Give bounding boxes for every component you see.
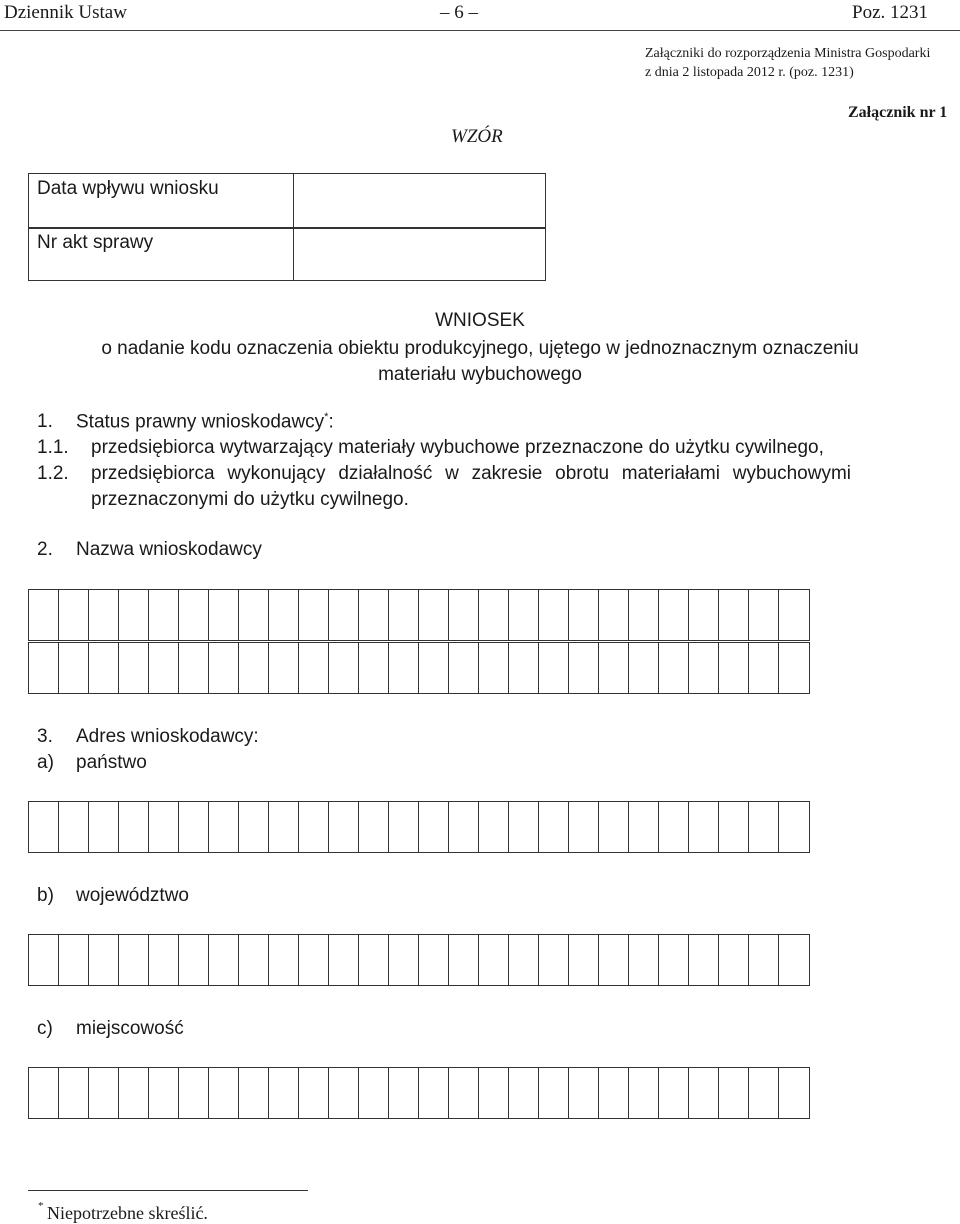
char-box[interactable]: [688, 642, 720, 694]
char-box[interactable]: [598, 801, 630, 853]
char-box[interactable]: [298, 1067, 330, 1119]
position-number: Poz. 1231: [852, 2, 928, 23]
char-box[interactable]: [388, 589, 420, 641]
char-box[interactable]: [298, 642, 330, 694]
char-box[interactable]: [748, 934, 780, 986]
char-box[interactable]: [628, 642, 660, 694]
char-box[interactable]: [778, 589, 810, 641]
char-box[interactable]: [328, 1067, 360, 1119]
option-2-text: przedsiębiorca wykonujący działalność w zakresie obrotu materiałami wybuchowymi: [91, 463, 852, 484]
char-box[interactable]: [148, 589, 180, 641]
char-box[interactable]: [658, 642, 690, 694]
char-box[interactable]: [178, 934, 210, 986]
char-box[interactable]: [238, 1067, 270, 1119]
char-box[interactable]: [538, 589, 570, 641]
char-box[interactable]: [178, 589, 210, 641]
char-box[interactable]: [28, 1067, 60, 1119]
char-box[interactable]: [658, 589, 690, 641]
char-box[interactable]: [58, 642, 90, 694]
char-box[interactable]: [268, 589, 300, 641]
char-box[interactable]: [478, 801, 510, 853]
char-box[interactable]: [538, 934, 570, 986]
char-box[interactable]: [538, 801, 570, 853]
section1-number: 1.: [37, 411, 53, 432]
char-box[interactable]: [628, 589, 660, 641]
char-box[interactable]: [448, 1067, 480, 1119]
char-box[interactable]: [28, 642, 60, 694]
char-box[interactable]: [478, 589, 510, 641]
char-box[interactable]: [628, 801, 660, 853]
char-box[interactable]: [748, 1067, 780, 1119]
char-box[interactable]: [418, 589, 450, 641]
intake-date-label-cell: [28, 173, 294, 229]
page-number: – 6 –: [440, 2, 478, 23]
country-letter: a): [37, 752, 54, 773]
case-number-field[interactable]: [293, 227, 546, 281]
char-box[interactable]: [28, 934, 60, 986]
char-box[interactable]: [388, 934, 420, 986]
footnote-mark: *: [38, 1200, 44, 1212]
char-box[interactable]: [718, 1067, 750, 1119]
char-box[interactable]: [298, 934, 330, 986]
char-box[interactable]: [778, 934, 810, 986]
char-box[interactable]: [598, 589, 630, 641]
option-1-text: przedsiębiorca wytwarzający materiały wybuchowe przeznaczone do użytku cywilnego,: [91, 437, 824, 458]
char-box[interactable]: [748, 589, 780, 641]
char-box[interactable]: [118, 1067, 150, 1119]
annex-note-line1: Załączniki do rozporządzenia Ministra Gospodarki: [645, 46, 931, 61]
section2-number: 2.: [37, 539, 53, 560]
char-box[interactable]: [568, 801, 600, 853]
char-box[interactable]: [238, 589, 270, 641]
city-label: miejscowość: [76, 1018, 184, 1039]
char-box[interactable]: [748, 801, 780, 853]
applicant-name-grid-row1: [28, 589, 808, 641]
char-box[interactable]: [88, 801, 120, 853]
char-box[interactable]: [628, 934, 660, 986]
char-box[interactable]: [208, 642, 240, 694]
char-box[interactable]: [208, 589, 240, 641]
char-box[interactable]: [208, 934, 240, 986]
char-box[interactable]: [718, 801, 750, 853]
char-box[interactable]: [208, 1067, 240, 1119]
intake-date-field[interactable]: [293, 173, 546, 229]
char-box[interactable]: [568, 934, 600, 986]
char-box[interactable]: [328, 589, 360, 641]
footnote-text: Niepotrzebne skreślić.: [47, 1203, 208, 1223]
case-number-label: Nr akt sprawy: [37, 232, 154, 253]
char-box[interactable]: [148, 801, 180, 853]
char-box[interactable]: [778, 642, 810, 694]
char-box[interactable]: [448, 642, 480, 694]
char-box[interactable]: [538, 1067, 570, 1119]
char-box[interactable]: [688, 1067, 720, 1119]
char-box[interactable]: [118, 642, 150, 694]
char-box[interactable]: [238, 801, 270, 853]
city-letter: c): [37, 1018, 53, 1039]
section3-number: 3.: [37, 726, 53, 747]
char-box[interactable]: [178, 801, 210, 853]
char-box[interactable]: [238, 934, 270, 986]
char-box[interactable]: [28, 589, 60, 641]
char-box[interactable]: [268, 934, 300, 986]
char-box[interactable]: [358, 801, 390, 853]
city-grid: [28, 1067, 808, 1119]
char-box[interactable]: [508, 642, 540, 694]
char-box[interactable]: [58, 589, 90, 641]
char-box[interactable]: [88, 642, 120, 694]
char-box[interactable]: [298, 589, 330, 641]
char-box[interactable]: [298, 801, 330, 853]
template-label: WZÓR: [451, 126, 503, 147]
char-box[interactable]: [148, 934, 180, 986]
header-rule: [0, 30, 960, 31]
char-box[interactable]: [508, 934, 540, 986]
char-box[interactable]: [118, 934, 150, 986]
char-box[interactable]: [568, 1067, 600, 1119]
char-box[interactable]: [58, 801, 90, 853]
document-subtitle-line1: o nadanie kodu oznaczenia obiektu produkcyjnego, ujętego w jednoznacznym oznaczeniu: [101, 338, 859, 359]
char-box[interactable]: [88, 589, 120, 641]
char-box[interactable]: [778, 801, 810, 853]
voivodeship-grid: [28, 934, 808, 986]
char-box[interactable]: [328, 642, 360, 694]
char-box[interactable]: [88, 1067, 120, 1119]
char-box[interactable]: [658, 801, 690, 853]
footnote-ref: *: [324, 411, 329, 423]
section2-label: Nazwa wnioskodawcy: [76, 539, 262, 560]
char-box[interactable]: [358, 934, 390, 986]
char-box[interactable]: [478, 934, 510, 986]
char-box[interactable]: [628, 1067, 660, 1119]
voivodeship-label: województwo: [76, 885, 189, 906]
char-box[interactable]: [598, 934, 630, 986]
char-box[interactable]: [568, 642, 600, 694]
journal-name: Dziennik Ustaw: [4, 2, 127, 23]
char-box[interactable]: [118, 589, 150, 641]
case-number-label-cell: [28, 227, 294, 281]
section1-suffix: :: [328, 411, 334, 433]
char-box[interactable]: [748, 642, 780, 694]
annex-note-line2: z dnia 2 listopada 2012 r. (poz. 1231): [645, 65, 854, 80]
char-box[interactable]: [418, 1067, 450, 1119]
char-box[interactable]: [268, 642, 300, 694]
char-box[interactable]: [118, 801, 150, 853]
char-box[interactable]: [448, 934, 480, 986]
char-box[interactable]: [358, 1067, 390, 1119]
char-box[interactable]: [718, 934, 750, 986]
char-box[interactable]: [28, 801, 60, 853]
applicant-name-grid-row2: [28, 642, 808, 694]
option-2-text-cont: przeznaczonymi do użytku cywilnego.: [91, 489, 409, 510]
char-box[interactable]: [328, 934, 360, 986]
char-box[interactable]: [268, 1067, 300, 1119]
char-box[interactable]: [478, 642, 510, 694]
char-box[interactable]: [148, 1067, 180, 1119]
char-box[interactable]: [418, 642, 450, 694]
char-box[interactable]: [538, 642, 570, 694]
char-box[interactable]: [508, 589, 540, 641]
char-box[interactable]: [148, 642, 180, 694]
option-2-number: 1.2.: [37, 463, 69, 484]
char-box[interactable]: [478, 1067, 510, 1119]
char-box[interactable]: [208, 801, 240, 853]
char-box[interactable]: [358, 642, 390, 694]
char-box[interactable]: [58, 934, 90, 986]
section3-label: Adres wnioskodawcy:: [76, 726, 259, 747]
char-box[interactable]: [568, 589, 600, 641]
char-box[interactable]: [388, 801, 420, 853]
char-box[interactable]: [598, 642, 630, 694]
char-box[interactable]: [178, 1067, 210, 1119]
char-box[interactable]: [358, 589, 390, 641]
char-box[interactable]: [388, 642, 420, 694]
char-box[interactable]: [418, 801, 450, 853]
char-box[interactable]: [178, 642, 210, 694]
char-box[interactable]: [688, 589, 720, 641]
char-box[interactable]: [688, 934, 720, 986]
intake-date-label: Data wpływu wniosku: [37, 178, 219, 199]
char-box[interactable]: [448, 589, 480, 641]
char-box[interactable]: [328, 801, 360, 853]
option-1-number: 1.1.: [37, 437, 69, 458]
country-grid: [28, 801, 808, 853]
document-subtitle-line2: materiału wybuchowego: [378, 364, 582, 385]
char-box[interactable]: [508, 801, 540, 853]
char-box[interactable]: [688, 801, 720, 853]
char-box[interactable]: [508, 1067, 540, 1119]
annex-number: Załącznik nr 1: [848, 104, 948, 121]
footnote-rule: [28, 1190, 308, 1191]
char-box[interactable]: [658, 1067, 690, 1119]
char-box[interactable]: [388, 1067, 420, 1119]
char-box[interactable]: [718, 642, 750, 694]
char-box[interactable]: [418, 934, 450, 986]
char-box[interactable]: [238, 642, 270, 694]
section1-heading: [76, 411, 334, 433]
country-label: państwo: [76, 752, 147, 773]
voivodeship-letter: b): [37, 885, 54, 906]
char-box[interactable]: [778, 1067, 810, 1119]
char-box[interactable]: [88, 934, 120, 986]
document-title: WNIOSEK: [435, 310, 525, 331]
char-box[interactable]: [718, 589, 750, 641]
char-box[interactable]: [58, 1067, 90, 1119]
char-box[interactable]: [448, 801, 480, 853]
char-box[interactable]: [268, 801, 300, 853]
section1-label: Status prawny wnioskodawcy: [76, 411, 325, 433]
char-box[interactable]: [598, 1067, 630, 1119]
char-box[interactable]: [658, 934, 690, 986]
